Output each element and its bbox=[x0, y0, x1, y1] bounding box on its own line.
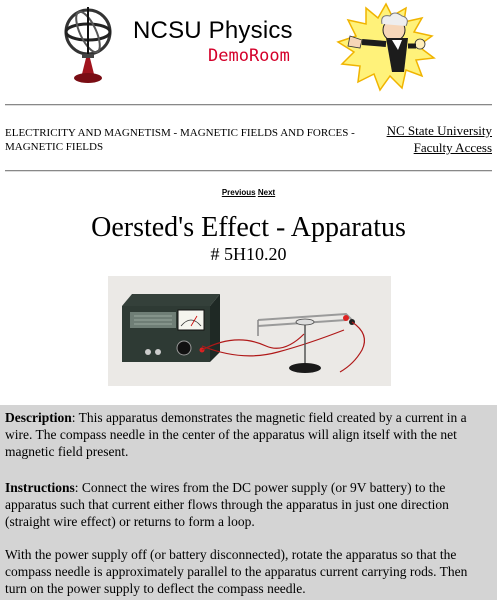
description-panel bbox=[0, 405, 497, 600]
description-label: Description bbox=[5, 410, 72, 425]
pager bbox=[0, 188, 497, 197]
demo-code: # 5H10.20 bbox=[210, 244, 287, 264]
breadcrumb: ELECTRICITY AND MAGNETISM - MAGNETIC FIELDS AND FORCES - MAGNETIC FIELDS bbox=[5, 127, 355, 153]
description-paragraph bbox=[5, 409, 491, 460]
gyroscope-icon bbox=[52, 2, 122, 86]
demoroom-subtitle: DemoRoom bbox=[208, 46, 290, 66]
instructions-label: Instructions bbox=[5, 480, 75, 495]
nc-state-university-link[interactable]: NC State University bbox=[386, 123, 492, 138]
site-name: NCSU Physics bbox=[133, 17, 293, 44]
instructions-paragraph bbox=[5, 479, 491, 530]
einstein-cartoon-icon bbox=[332, 2, 440, 92]
instructions-text: : Connect the wires from the DC power supply (or 9V battery) to the apparatus such that current either flows through the apparatus in just one direction (straight wire effect) or returns to form a loop. bbox=[5, 480, 449, 529]
top-links bbox=[387, 122, 492, 156]
site-header bbox=[0, 0, 497, 100]
apparatus-photo bbox=[108, 276, 391, 386]
procedure-paragraph: With the power supply off (or battery disconnected), rotate the apparatus so that the compass needle is approximately parallel to the apparatus current carrying rods. Then turn on the power supply to deflect the compass needle. bbox=[5, 547, 468, 596]
next-link[interactable]: Next bbox=[257, 188, 276, 197]
page-title: Oersted's Effect - Apparatus bbox=[91, 212, 406, 243]
faculty-access-link[interactable]: Faculty Access bbox=[413, 140, 492, 155]
nav-divider bbox=[5, 170, 492, 172]
description-text: : This apparatus demonstrates the magnetic field created by a current in a wire. The compass needle in the center of the apparatus will align itself with the net magnetic field present. bbox=[5, 410, 467, 459]
previous-link[interactable]: Previous bbox=[221, 188, 256, 197]
header-divider bbox=[5, 104, 492, 106]
